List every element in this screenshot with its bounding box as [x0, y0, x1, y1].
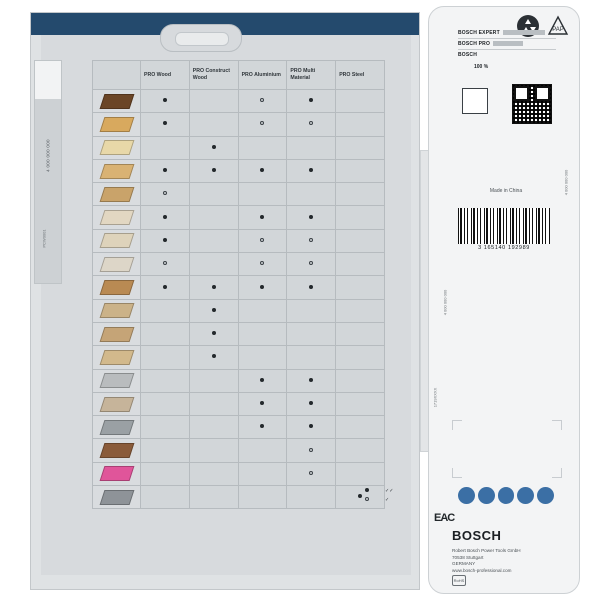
rating-cell — [287, 90, 336, 113]
rating-cell — [287, 299, 336, 322]
rating-cell — [336, 346, 385, 369]
table-row — [93, 136, 385, 159]
rating-cell — [189, 462, 238, 485]
material-swatch — [99, 350, 134, 365]
material-cell-coated-panel — [93, 253, 141, 276]
rating-cell — [189, 113, 238, 136]
rating-cell — [287, 159, 336, 182]
barcode — [458, 208, 550, 244]
rating-cell — [336, 416, 385, 439]
table-row — [93, 253, 385, 276]
rating-filled-icon — [309, 285, 313, 289]
material-swatch — [99, 94, 134, 109]
rating-outline-icon — [260, 98, 264, 102]
rating-outline-icon — [260, 238, 264, 242]
rating-cell — [287, 136, 336, 159]
company-name: Robert Bosch Power Tools GmbH — [452, 548, 521, 553]
material-cell-construction-timber — [93, 346, 141, 369]
rating-cell — [336, 206, 385, 229]
bosch-logo: BOSCH — [452, 528, 502, 543]
th-pro-steel: PRO Steel — [336, 61, 385, 90]
rating-filled-icon — [309, 215, 313, 219]
flap-code: 4 000 000 000 — [442, 289, 448, 316]
material-cell-steel-sheet — [93, 486, 141, 509]
eac-mark: EAC — [434, 512, 455, 524]
table-header-row — [93, 61, 385, 90]
material-swatch — [99, 257, 134, 272]
rating-cell — [141, 299, 190, 322]
manual-icon — [537, 487, 554, 504]
company-website: www.bosch-professional.com — [452, 567, 512, 573]
rating-cell — [287, 229, 336, 252]
rating-cell — [238, 276, 287, 299]
rating-cell — [189, 439, 238, 462]
safety-pictograms — [458, 487, 554, 507]
rating-cell — [141, 113, 190, 136]
rating-cell — [287, 322, 336, 345]
legend-row-good — [365, 496, 405, 505]
rating-filled-icon — [212, 354, 216, 358]
percent-label: 100 % — [474, 64, 489, 70]
material-cell-mdf-board — [93, 206, 141, 229]
rating-cell — [189, 183, 238, 206]
material-cell-plastic — [93, 439, 141, 462]
qr-code — [512, 84, 552, 124]
material-cell-wood-with-nails — [93, 299, 141, 322]
strip-white-patch — [35, 61, 61, 99]
rating-cell — [287, 253, 336, 276]
rating-filled-icon — [260, 285, 264, 289]
rating-outline-icon — [309, 238, 313, 242]
svg-text:PAP: PAP — [552, 27, 564, 33]
rating-cell — [141, 206, 190, 229]
rating-cell — [141, 136, 190, 159]
rating-cell — [189, 136, 238, 159]
rating-cell — [189, 486, 238, 509]
rating-cell — [238, 229, 287, 252]
rating-cell — [189, 276, 238, 299]
rating-cell — [141, 322, 190, 345]
rating-filled-icon — [309, 168, 313, 172]
rating-cell — [141, 276, 190, 299]
crop-mark-bl — [452, 468, 462, 478]
table-row — [93, 439, 385, 462]
rating-cell — [189, 90, 238, 113]
rating-filled-icon — [309, 378, 313, 382]
th-pro-wood: PRO Wood — [141, 61, 190, 90]
material-swatch — [99, 490, 134, 505]
rating-cell — [238, 346, 287, 369]
material-cell-aluminium-profile — [93, 369, 141, 392]
table-row — [93, 113, 385, 136]
rating-cell — [336, 183, 385, 206]
left-vertical-strip — [34, 60, 62, 284]
rating-cell — [336, 159, 385, 182]
barcode-number: 3 165140 192989 — [478, 245, 530, 251]
rating-cell — [238, 206, 287, 229]
rating-cell — [189, 416, 238, 439]
rating-cell — [238, 113, 287, 136]
material-cell-hardwood — [93, 90, 141, 113]
rating-cell — [189, 253, 238, 276]
material-cell-softwood — [93, 113, 141, 136]
rating-cell — [287, 346, 336, 369]
eye-protection-icon — [458, 487, 475, 504]
table-row — [93, 276, 385, 299]
rating-cell — [141, 90, 190, 113]
table-row — [93, 462, 385, 485]
rating-cell — [141, 416, 190, 439]
crop-mark-br — [552, 468, 562, 478]
rating-cell — [287, 183, 336, 206]
rating-cell — [189, 206, 238, 229]
rating-cell — [141, 229, 190, 252]
rating-filled-icon — [260, 168, 264, 172]
right-side-code: 4 000 000 000 — [563, 169, 569, 196]
table-row — [93, 322, 385, 345]
rating-outline-icon — [309, 448, 313, 452]
rating-cell — [141, 392, 190, 415]
legend-label-good: ✓ — [385, 497, 390, 503]
table-row — [93, 346, 385, 369]
material-cell-pallet-wood — [93, 322, 141, 345]
material-swatch — [99, 210, 134, 225]
material-cell-osb-board — [93, 183, 141, 206]
rating-cell — [141, 462, 190, 485]
rating-filled-icon — [260, 378, 264, 382]
rating-cell — [238, 369, 287, 392]
rating-cell — [189, 346, 238, 369]
brand-block — [458, 30, 556, 60]
rating-outline-icon — [309, 121, 313, 125]
material-cell-wood-composite — [93, 276, 141, 299]
table-row — [93, 206, 385, 229]
rating-cell — [336, 229, 385, 252]
rating-cell — [189, 322, 238, 345]
material-swatch — [99, 397, 134, 412]
th-pro-multi-material: PRO Multi Material — [287, 61, 336, 90]
rating-filled-icon — [309, 401, 313, 405]
table-row — [93, 416, 385, 439]
hang-hole — [160, 24, 242, 52]
rohs-mark: RoHS — [452, 575, 466, 586]
material-swatch — [99, 140, 134, 155]
material-cell-plywood — [93, 159, 141, 182]
rating-filled-icon — [212, 331, 216, 335]
material-cell-chipboard — [93, 229, 141, 252]
rating-outline-icon — [260, 261, 264, 265]
rating-cell — [238, 462, 287, 485]
rating-outline-icon — [260, 121, 264, 125]
rating-cell — [287, 462, 336, 485]
rating-filled-icon — [163, 215, 167, 219]
th-material — [93, 61, 141, 90]
rating-cell — [189, 392, 238, 415]
rating-cell — [238, 392, 287, 415]
rating-cell — [238, 159, 287, 182]
compatibility-table — [92, 60, 385, 509]
rating-filled-icon — [163, 168, 167, 172]
crop-mark-tl — [452, 420, 462, 430]
rating-cell — [336, 322, 385, 345]
material-cell-laminated-board — [93, 136, 141, 159]
dust-mask-icon — [498, 487, 515, 504]
made-in-label: Made in China — [489, 188, 523, 194]
material-cell-aluminium-sheet — [93, 392, 141, 415]
rating-outline-icon — [309, 471, 313, 475]
rating-filled-icon — [358, 494, 362, 498]
brand-base-label: BOSCH — [458, 52, 478, 58]
brand-expert-label: BOSCH EXPERT — [458, 30, 500, 36]
rating-cell — [238, 90, 287, 113]
rating-cell — [287, 369, 336, 392]
rating-filled-icon — [163, 238, 167, 242]
th-pro-construct-wood: PRO Construct Wood — [189, 61, 238, 90]
rating-filled-icon — [212, 285, 216, 289]
rating-cell — [238, 439, 287, 462]
rating-cell — [336, 253, 385, 276]
legend-row-best — [365, 487, 405, 496]
rating-cell — [336, 113, 385, 136]
table-row — [93, 229, 385, 252]
material-swatch — [99, 233, 134, 248]
rating-filled-icon — [163, 98, 167, 102]
flap-code-secondary: 1719XXXX — [432, 387, 438, 408]
material-cell-non-ferrous-metal — [93, 416, 141, 439]
rating-cell — [141, 486, 190, 509]
rating-cell — [189, 369, 238, 392]
table-row — [93, 159, 385, 182]
package-icon — [462, 88, 488, 114]
material-swatch — [99, 373, 134, 388]
rating-cell — [287, 206, 336, 229]
rating-outline-icon — [163, 191, 167, 195]
material-swatch — [99, 420, 134, 435]
table-row — [93, 299, 385, 322]
rating-filled-icon — [212, 168, 216, 172]
rating-outline-icon — [163, 261, 167, 265]
rating-cell — [287, 276, 336, 299]
rating-cell — [287, 416, 336, 439]
rating-cell — [189, 229, 238, 252]
gloves-icon — [517, 487, 534, 504]
table-row — [93, 369, 385, 392]
rating-cell — [238, 253, 287, 276]
hang-hole-inner — [175, 32, 229, 46]
company-address — [452, 548, 562, 574]
rating-cell — [336, 299, 385, 322]
strip-code-small: PCW0001 — [41, 229, 47, 248]
rating-cell — [336, 369, 385, 392]
th-pro-aluminium: PRO Aluminium — [238, 61, 287, 90]
rating-cell — [141, 369, 190, 392]
rating-outline-icon — [309, 261, 313, 265]
brand-pro-row — [458, 41, 556, 47]
rating-cell — [336, 392, 385, 415]
material-swatch — [99, 303, 134, 318]
brand-pro-label: BOSCH PRO — [458, 41, 491, 47]
material-swatch — [99, 280, 134, 295]
rating-cell — [287, 486, 336, 509]
material-swatch — [99, 443, 134, 458]
rating-cell — [336, 462, 385, 485]
material-cell-acrylic — [93, 462, 141, 485]
company-country: GERMANY — [452, 561, 476, 566]
rating-cell — [238, 416, 287, 439]
strip-code-text: 4 000 000 000 — [45, 139, 51, 172]
rating-cell — [336, 136, 385, 159]
material-swatch — [99, 466, 134, 481]
rating-filled-icon — [212, 145, 216, 149]
rating-filled-icon — [260, 215, 264, 219]
brand-base-row — [458, 52, 556, 58]
rating-filled-icon — [212, 308, 216, 312]
material-swatch — [99, 117, 134, 132]
rating-filled-icon — [163, 285, 167, 289]
rating-filled-icon — [260, 424, 264, 428]
rating-cell — [141, 439, 190, 462]
material-swatch — [99, 187, 134, 202]
rating-filled-icon — [309, 98, 313, 102]
rating-cell — [336, 439, 385, 462]
crop-mark-tr — [552, 420, 562, 430]
rating-cell — [287, 439, 336, 462]
rating-cell — [141, 159, 190, 182]
rating-cell — [336, 90, 385, 113]
rating-cell — [189, 299, 238, 322]
rating-cell — [238, 183, 287, 206]
legend — [365, 487, 405, 505]
table-body — [93, 90, 385, 509]
material-swatch — [99, 164, 134, 179]
material-swatch — [99, 327, 134, 342]
rating-cell — [238, 299, 287, 322]
rating-filled-icon — [309, 424, 313, 428]
rating-cell — [287, 113, 336, 136]
table-row — [93, 392, 385, 415]
rating-cell — [238, 322, 287, 345]
rating-filled-icon — [163, 121, 167, 125]
brand-expert-row — [458, 30, 556, 36]
rating-cell — [287, 392, 336, 415]
table-row — [93, 90, 385, 113]
legend-label-best: ✓✓ — [385, 488, 394, 494]
rating-cell — [141, 183, 190, 206]
rating-cell — [238, 136, 287, 159]
rating-cell — [189, 159, 238, 182]
table-row — [93, 183, 385, 206]
rating-cell — [141, 253, 190, 276]
rating-cell — [238, 486, 287, 509]
rating-cell — [141, 346, 190, 369]
rating-filled-icon — [260, 401, 264, 405]
ear-protection-icon — [478, 487, 495, 504]
table-row — [93, 486, 385, 509]
company-city: 70538 Stuttgart — [452, 554, 484, 560]
rating-cell — [336, 276, 385, 299]
